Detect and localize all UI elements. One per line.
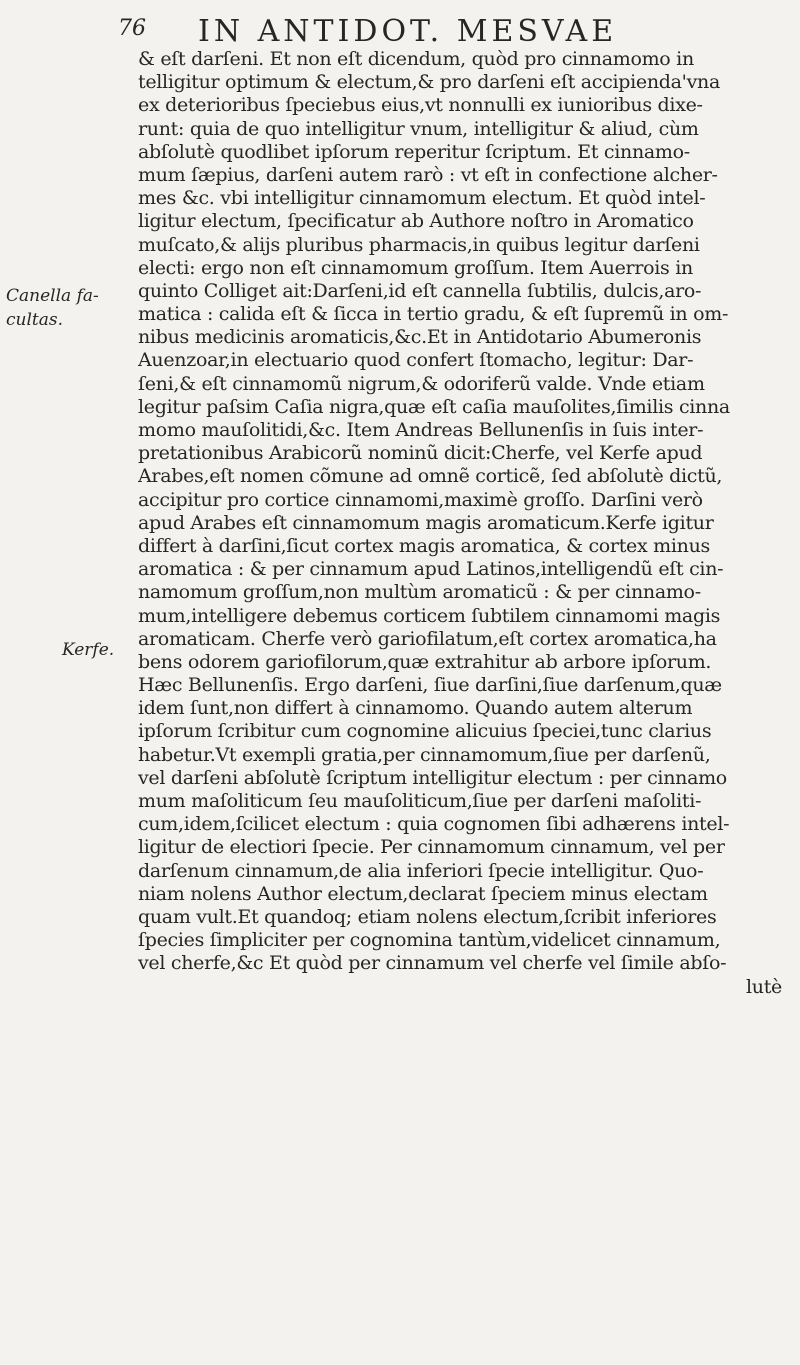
text-line: ipſorum ſcribitur cum cognomine alicuius ſpeciei,tunc clarius xyxy=(138,720,712,743)
text-line: momo mauſolitidi,&c. Item Andreas Bellunenſis in ſuis inter- xyxy=(138,419,704,441)
text-line: ſeni,& eſt cinnamomũ nigrum,& odoriferũ valde. Vnde etiam xyxy=(138,372,705,395)
text-line: Arabes,eſt nomen cõmune ad omnẽ corticẽ, ſed abſolutè dictũ, xyxy=(138,465,723,488)
text-line: cum,idem,ſcilicet electum : quia cognomen ſibi adhærens intel- xyxy=(138,813,730,836)
text-line: mes &c. vbi intelligitur cinnamomum electum. Et quòd intel- xyxy=(138,187,706,210)
text-line: & eſt darſeni. Et non eſt dicendum, quòd pro cinnamomo in xyxy=(138,48,694,70)
running-title: IN ANTIDOT. MESVAE xyxy=(198,14,618,49)
text-line: differt à darſini,ſicut cortex magis aromatica, & cortex minus xyxy=(138,534,710,557)
text-line: matica : calida eſt & ſicca in tertio gradu, & eſt ſupremũ in om- xyxy=(138,303,729,326)
marginal-note-line: Canella fa- xyxy=(6,286,99,306)
text-line: mum maſoliticum ſeu mauſoliticum,ſiue per darſeni maſoliti- xyxy=(138,790,702,812)
text-line: habetur.Vt exempli gratia,per cinnamomum,ſiue per darſenũ, xyxy=(138,743,711,766)
body-text xyxy=(138,48,788,999)
text-line: darſenum cinnamum,de alia inferiori ſpecie intelligitur. Quo- xyxy=(138,859,704,882)
text-line: idem ſunt,non differt à cinnamomo. Quando autem alterum xyxy=(138,697,693,720)
page-number: 76 xyxy=(118,16,146,41)
text-line: aromatica : & per cinnamum apud Latinos,intelligendũ eſt cin- xyxy=(138,558,724,581)
text-line: Auenzoar,in electuario quod confert ſtomacho, legitur: Dar- xyxy=(138,349,694,372)
marginal-note-kerfe: Kerfe. xyxy=(62,640,115,660)
text-line: vel cherfe,&c Et quòd per cinnamum vel cherfe vel ſimile abſo- xyxy=(138,952,727,975)
text-line: abſolutè quodlibet ipſorum reperitur ſcriptum. Et cinnamo- xyxy=(138,140,690,163)
text-line: accipitur pro cortice cinnamomi,maximè groſſo. Darſini verò xyxy=(138,488,703,511)
text-line: bens odorem gariofilorum,quæ extrahitur ab arbore ipſorum. xyxy=(138,650,712,673)
text-line: mum ſæpius, darſeni autem rarò : vt eſt in confectione alcher- xyxy=(138,163,718,186)
text-line: ſpecies ſimpliciter per cognomina tantùm,videlicet cinnamum, xyxy=(138,929,721,952)
text-line: runt: quia de quo intelligitur vnum, intelligitur & aliud, cùm xyxy=(138,117,699,140)
text-line: Hæc Bellunenſis. Ergo darſeni, ſiue darſini,ſiue darſenum,quæ xyxy=(138,674,722,697)
text-line: electi: ergo non eſt cinnamomum groſſum. Item Auerrois in xyxy=(138,256,693,279)
text-line: muſcato,& alijs pluribus pharmacis,in quibus legitur darſeni xyxy=(138,233,700,256)
text-line: niam nolens Author electum,declarat ſpeciem minus electam xyxy=(138,882,708,905)
text-line: namomum groſſum,non multùm aromaticũ : & per cinnamo- xyxy=(138,581,701,604)
text-line: lutè xyxy=(746,975,782,998)
text-line: vel darſeni abſolutè ſcriptum intelligitur electum : per cinnamo xyxy=(138,766,727,789)
text-line: telligitur optimum & electum,& pro darſeni eſt accipienda'vna xyxy=(138,71,721,94)
marginal-note-line: cultas. xyxy=(6,310,64,330)
text-line: nibus medicinis aromaticis,&c.Et in Antidotario Abumeronis xyxy=(138,326,702,349)
text-line: legitur paſsim Caſia nigra,quæ eſt caſia mauſolites,ſimilis cinna xyxy=(138,395,730,418)
text-line: aromaticam. Cherfe verò gariofilatum,eſt cortex aromatica,ha xyxy=(138,627,717,650)
text-line: quinto Colliget ait:Darſeni,id eſt cannella ſubtilis, dulcis,aro- xyxy=(138,279,702,302)
text-line: ligitur de electiori ſpecie. Per cinnamomum cinnamum, vel per xyxy=(138,836,725,859)
text-line: pretationibus Arabicorũ nominũ dicit:Cherfe, vel Kerfe apud xyxy=(138,442,703,465)
text-line: ligitur electum, ſpecificatur ab Authore noſtro in Aromatico xyxy=(138,210,694,233)
marginal-note-canella xyxy=(6,284,99,332)
text-line: ex deterioribus ſpeciebus eius,vt nonnulli ex iunioribus dixe- xyxy=(138,94,703,117)
text-line: quam vult.Et quandoq; etiam nolens electum,ſcribit inferiores xyxy=(138,905,717,928)
text-line: mum,intelligere debemus corticem ſubtilem cinnamomi magis xyxy=(138,604,721,627)
text-line: apud Arabes eſt cinnamomum magis aromaticum.Kerfe igitur xyxy=(138,511,714,534)
